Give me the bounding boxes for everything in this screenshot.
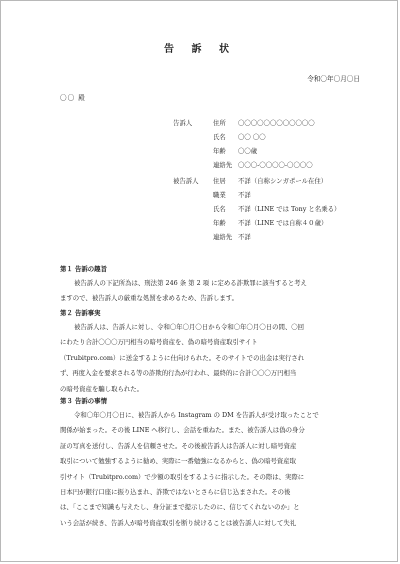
section-2-line: 被告訴人は、告訴人に対し、令和〇年〇月〇日から令和〇年〇月〇日の間、〇回 (74, 323, 305, 331)
complainant-info (0, 118, 400, 178)
document-date: 令和〇年〇月〇日 (307, 75, 360, 83)
section-3-line: 証の写真を送付し、告訴人を信頼させた。その後被告訴人は告訴人に対し暗号資産 (60, 441, 297, 450)
section-1-heading: 第１ 告訴の趣旨 (60, 265, 107, 273)
section-1-line: ますので、被告訴人の厳重な処罰を求めるため、告訴します。 (60, 294, 239, 303)
section-3-line: 取引について勉強するように勧め、実際に一番勉強になるからと、偽の暗号資産取 (60, 457, 297, 466)
section-2-line: （Trubitpro.com）に送金するように仕向けられた。そのサイトでの出金は実行され (60, 353, 305, 362)
complainant-name-key: 氏名 (213, 133, 226, 141)
section-1-body (60, 276, 355, 307)
complainant-contact-key: 連絡先 (213, 161, 233, 169)
accused-residence-value: 不詳（自称シンガポール在住） (238, 177, 328, 185)
accused-residence-key: 住居 (213, 177, 226, 185)
section-2-body (60, 320, 355, 397)
section-3-line: 関係が始まった。その後 LINE へ移行し、会話を重ねた。また、被告訴人は偽の身分 (60, 426, 305, 435)
section-3-body (60, 408, 355, 531)
section-2-line: の暗号資産を騙し取られた。 (60, 384, 144, 393)
accused-info (0, 176, 400, 251)
accused-name-key: 氏名 (213, 205, 226, 213)
accused-label: 被告訴人 (173, 177, 199, 185)
complainant-contact-value: 〇〇〇-〇〇〇〇-〇〇〇〇 (238, 161, 313, 169)
section-3-line: は、「ここまで知識も与えたし、身分証まで提示したのに、信じてくれないのか」と (60, 503, 300, 512)
complainant-address-value: 〇〇〇〇〇〇〇〇〇〇〇〇 (238, 119, 315, 127)
accused-contact-value: 不詳 (238, 233, 251, 241)
section-3-line: 令和〇年〇月〇日に、被告訴人から Instagram の DM を告訴人が受け取ったことで (74, 411, 319, 419)
accused-contact-key: 連絡先 (213, 233, 233, 241)
accused-occupation-key: 職業 (213, 191, 226, 199)
accused-name-value: 不詳（LINE では Tony と名乗る） (238, 205, 341, 213)
complainant-age-value: 〇〇歳 (238, 147, 258, 155)
section-3-line: 日本円が銀行口座に振り込まれ、詐欺ではないとさらに信じ込まされた。その後 (60, 488, 291, 497)
complainant-name-value: 〇〇 〇〇 (238, 133, 266, 141)
section-2-line: にわたり合計〇〇〇万円相当の暗号資産を、偽の暗号資産取引サイト (60, 338, 258, 347)
section-1-line: 被告訴人の下記所為は、刑法第 246 条 第 2 項 に定める詐欺罪に該当すると考え (74, 279, 307, 287)
accused-age-value: 不詳（LINE では自称４０歳） (238, 219, 328, 227)
accused-age-key: 年齢 (213, 219, 226, 227)
section-2-heading: 第２ 告訴事実 (60, 309, 101, 317)
section-2-line: ず、再度入金を要求される等の詐欺的行為が行われ、最終的に合計〇〇〇万円相当 (60, 369, 297, 378)
accused-occupation-value: 不詳 (238, 191, 251, 199)
section-3-line: 引サイト（Trubitpro.com）で少額の取引をするように指示した。その際は、実際に (60, 472, 305, 481)
complainant-age-key: 年齢 (213, 147, 226, 155)
document-title: 告 訴 状 (164, 44, 236, 55)
section-3-line: いう会話が続き、告訴人が暗号資産取引を断り続けることは被告訴人に対して失礼 (60, 518, 297, 527)
complainant-label: 告訴人 (173, 119, 193, 127)
addressee: 〇〇 殿 (60, 94, 86, 102)
complainant-address-key: 住所 (213, 119, 226, 127)
section-3-heading: 第３ 告訴の事情 (60, 397, 107, 405)
